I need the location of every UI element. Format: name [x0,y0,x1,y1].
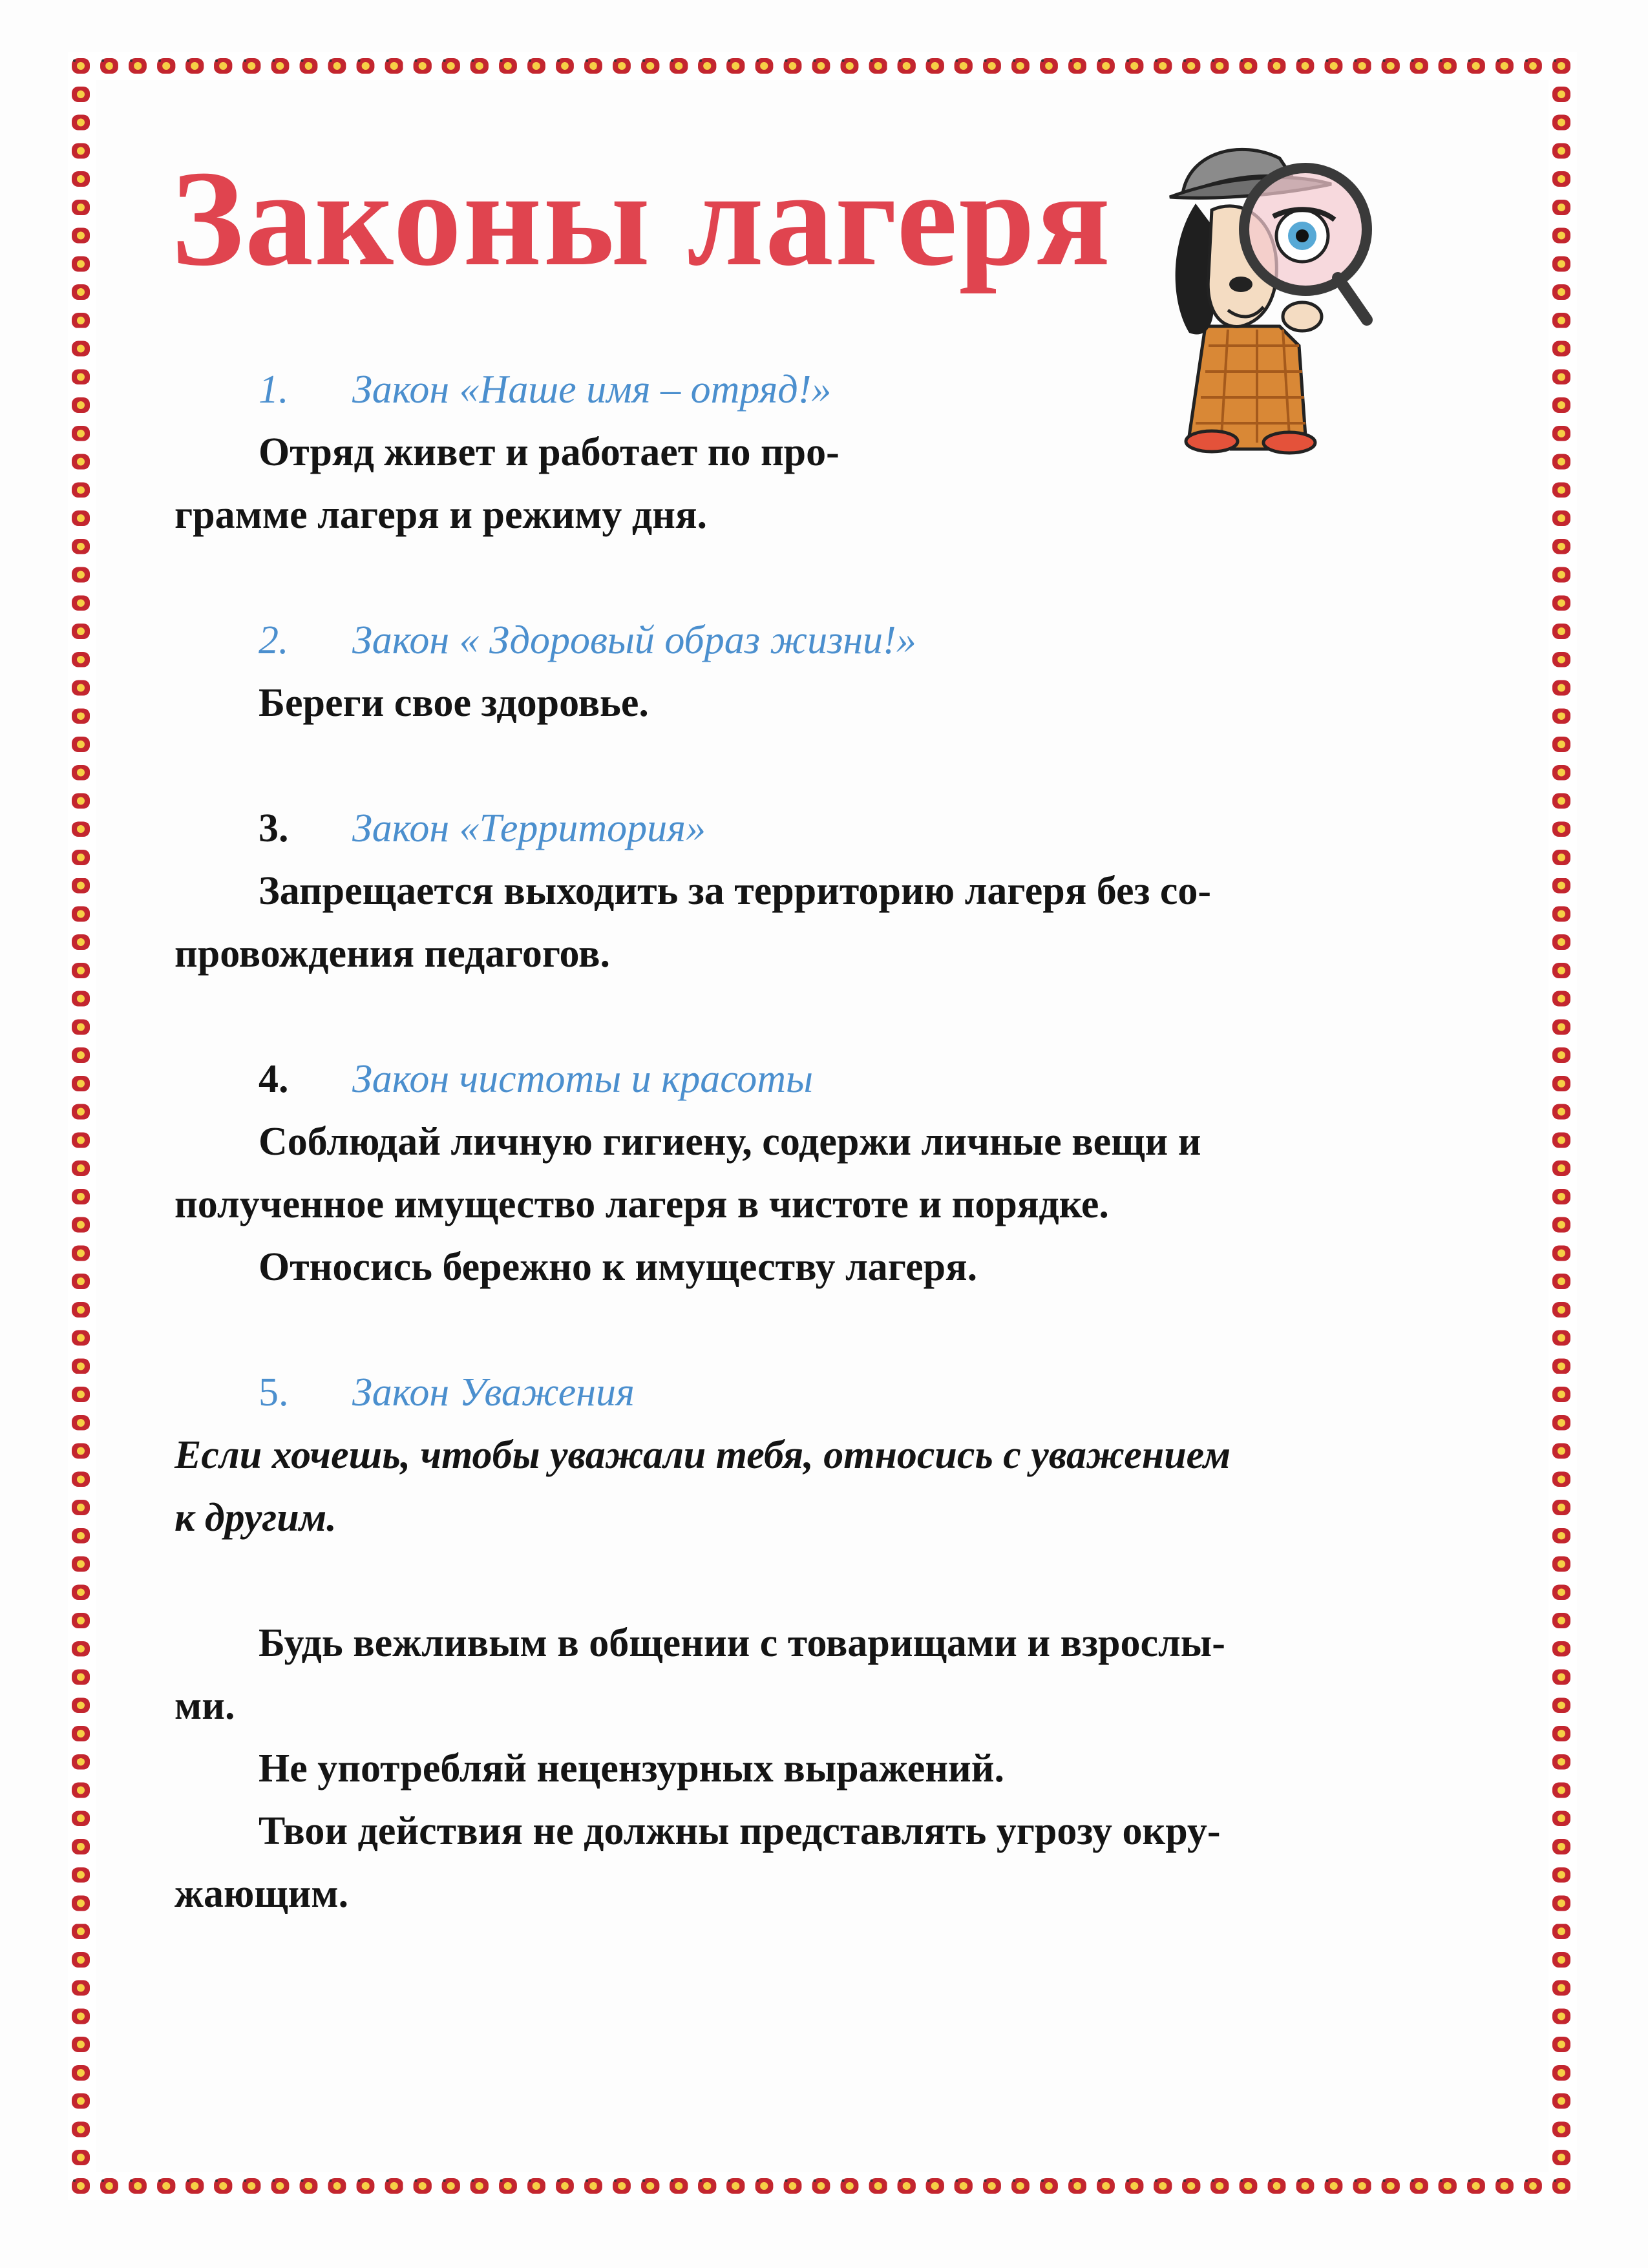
law-text-line: провождения педагогов. [174,932,610,976]
law-text-line: полученное имущество лагеря в чистоте и порядке. [174,1182,1109,1226]
law-text-line: Если хочешь, чтобы уважали тебя, относись с уважением [174,1433,1231,1477]
law-text-line: грамме лагеря и режиму дня. [174,493,708,537]
law-text-line: к другим. [174,1496,337,1540]
law-5 [174,1361,1486,1926]
law-2 [174,609,1486,735]
law-text-line: ми. [174,1684,235,1728]
law-heading [174,609,1486,672]
law-heading [174,797,1486,860]
spacer [174,1549,1486,1612]
law-title: Закон чистоты и красоты [352,1057,813,1101]
law-number: 4. [259,1057,289,1101]
law-3 [174,797,1486,985]
law-title: Закон Уважения [352,1370,635,1414]
law-text-line: Береги свое здоровье. [259,681,649,725]
law-number: 3. [259,806,289,850]
law-heading [174,1361,1486,1424]
law-number: 5. [259,1370,289,1414]
law-text-line: Будь вежливым в общении с товарищами и взрослы- [259,1621,1225,1665]
law-title: Закон «Наше имя – отряд!» [352,368,832,412]
law-text-line: Запрещается выходить за территорию лагеря без со- [259,869,1212,913]
law-number: 1. [259,368,289,412]
laws-list [174,359,1486,1926]
law-1 [174,359,1486,547]
law-text-line: Соблюдай личную гигиену, содержи личные вещи и [259,1120,1201,1164]
law-4 [174,1048,1486,1299]
law-text-line: жающим. [174,1872,349,1916]
law-text-line: Не употребляй нецензурных выражений. [259,1747,1004,1790]
law-text-line: Твои действия не должны представлять угрозу окру- [259,1809,1221,1853]
law-text-line: Относись бережно к имуществу лагеря. [259,1245,978,1289]
law-title: Закон «Территория» [352,806,706,850]
law-heading [174,359,1486,421]
page-title: Законы лагеря [171,142,1112,294]
law-heading [174,1048,1486,1111]
law-number: 2. [259,618,289,662]
law-title: Закон « Здоровый образ жизни!» [352,618,916,662]
law-text-line: Отряд живет и работает по про- [259,430,840,474]
